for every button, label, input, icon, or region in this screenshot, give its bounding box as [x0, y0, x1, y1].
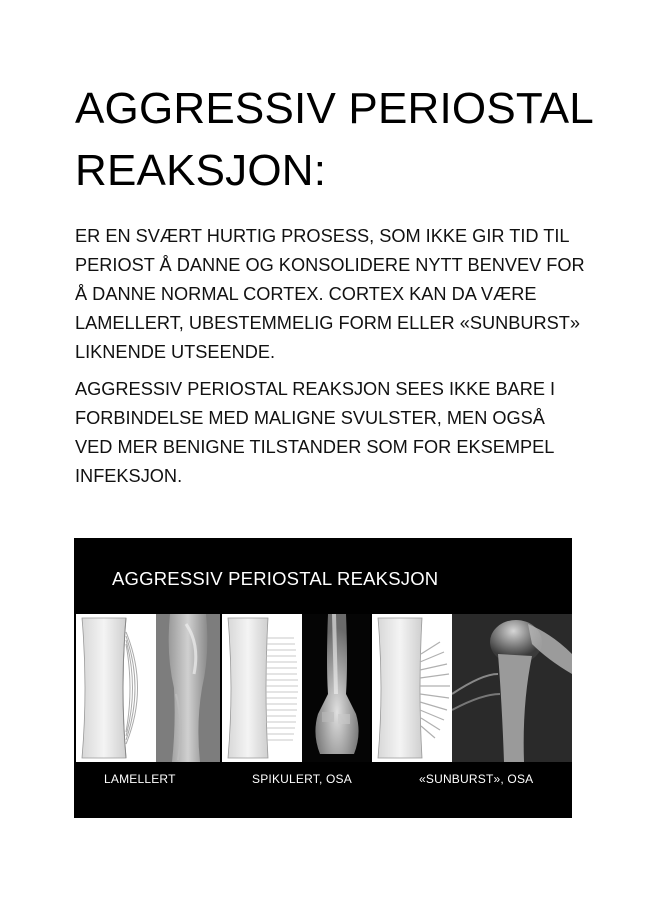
caption-sunburst: «SUNBURST», OSA — [419, 772, 534, 786]
body-paragraph-definition: ER EN SVÆRT HURTIG PROSESS, SOM IKKE GIR TID TIL PERIOST Å DANNE OG KONSOLIDERE NYTT BENVEV FOR Å DANNE NORMAL CORTEX. CORTEX KAN DA VÆRE LAMELLERT, UBESTEMMELIG FORM ELLER «SUNBURST» LIKNENDE UTSEENDE. — [75, 226, 585, 362]
sunburst-bone-diagram — [372, 614, 452, 762]
figure-title: AGGRESSIV PERIOSTAL REAKSJON — [112, 568, 439, 589]
lamellated-xray-image — [156, 614, 220, 762]
periosteal-reaction-figure — [74, 538, 572, 818]
spiculated-xray-image — [302, 614, 370, 762]
caption-lamellated: LAMELLERT — [104, 772, 176, 786]
body-paragraph-context: AGGRESSIV PERIOSTAL REAKSJON SEES IKKE BARE I FORBINDELSE MED MALIGNE SVULSTER, MEN OGSÅ VED MER BENIGNE TILSTANDER SOM FOR EKSEMPEL INFEKSJON. — [75, 379, 556, 486]
lamellated-bone-diagram — [76, 614, 156, 762]
page-title: AGGRESSIV PERIOSTAL REAKSJON: — [75, 84, 593, 195]
caption-spiculated: SPIKULERT, OSA — [252, 772, 352, 786]
sunburst-xray-image — [452, 614, 572, 762]
spiculated-bone-diagram — [222, 614, 302, 762]
